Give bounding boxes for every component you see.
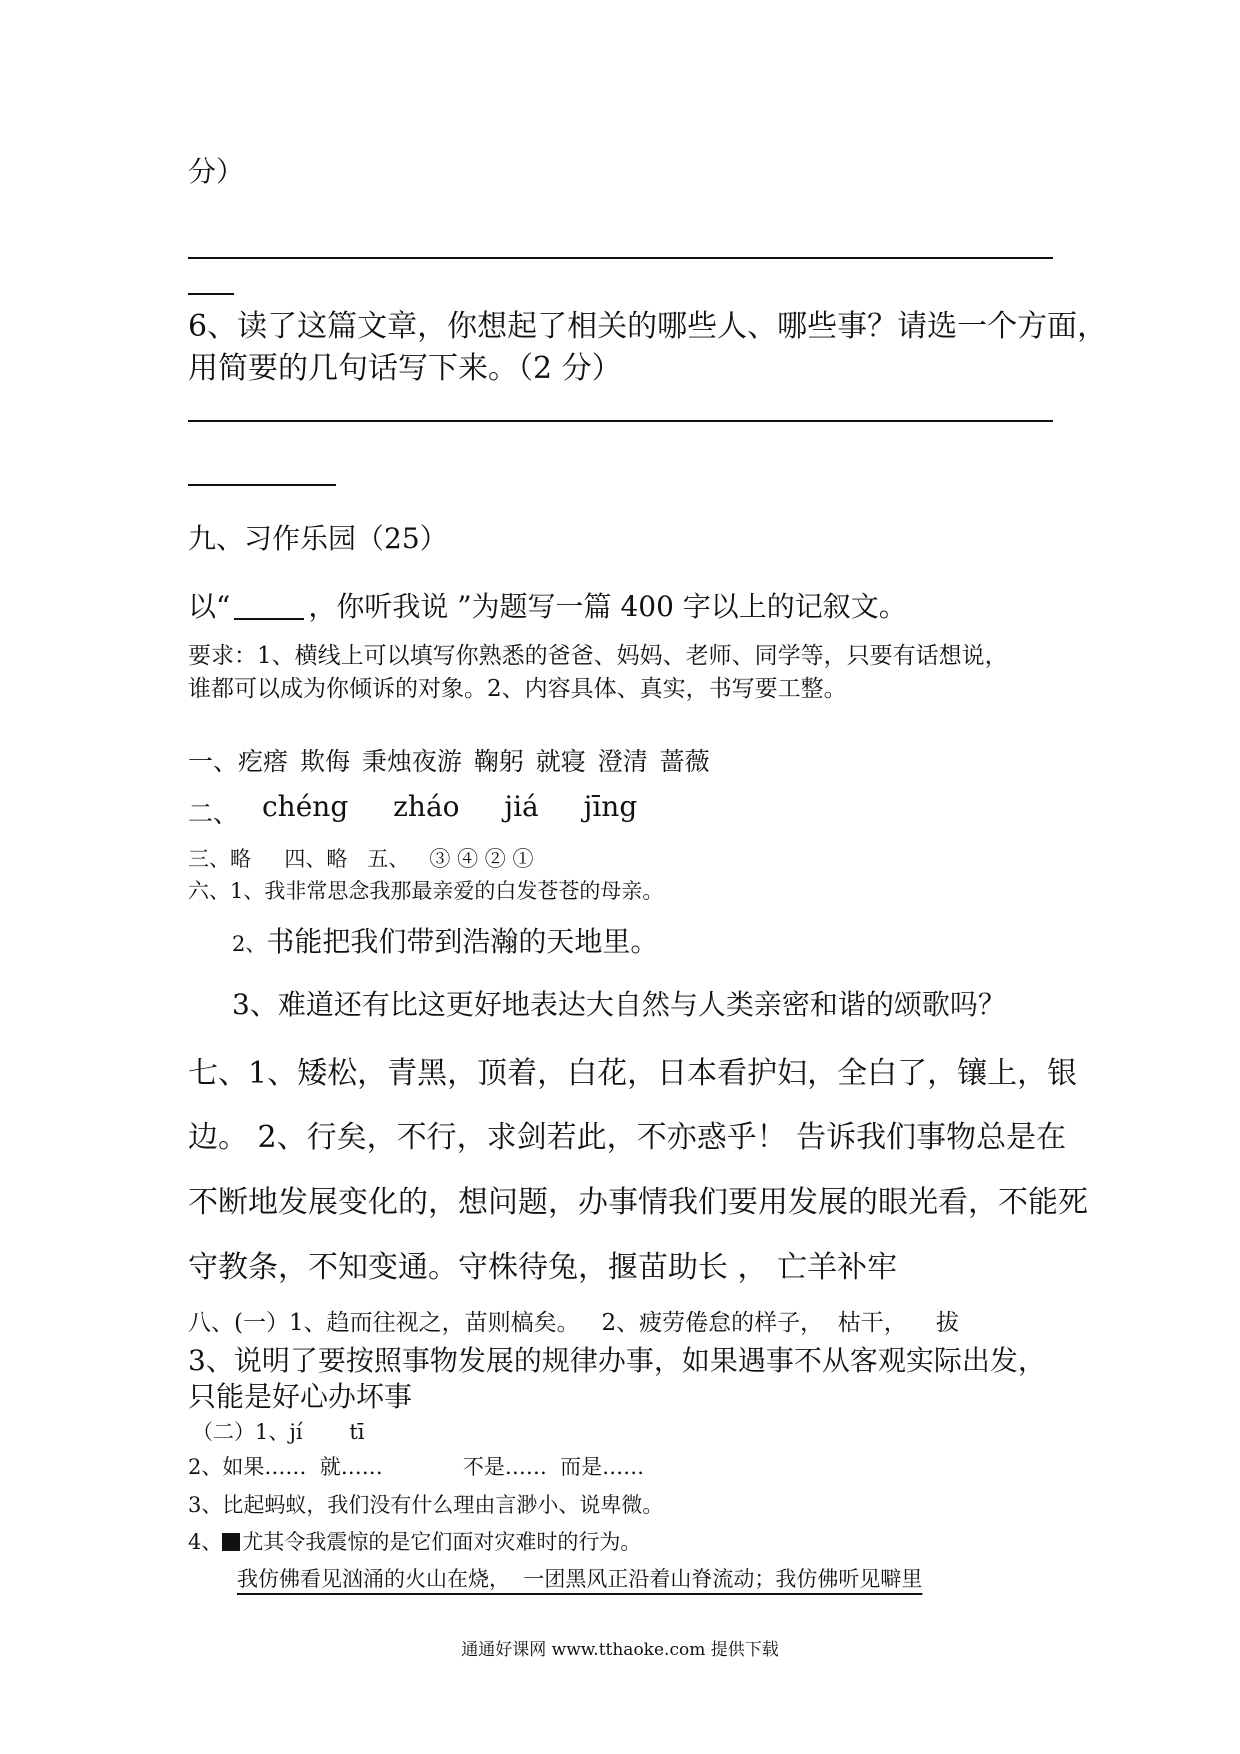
answer-6-3: 3、难道还有比这更好地表达大自然与人类亲密和谐的颂歌吗？ — [232, 988, 1006, 1021]
answer-6-2-text: 书能把我们带到浩瀚的天地里。 — [266, 925, 659, 958]
page-footer: 通通好课网 www.tthaoke.com 提供下载 — [461, 1640, 779, 1660]
requirement-line1: 要求：1、横线上可以填写你熟悉的爸爸、妈妈、老师、同学等，只要有话想说， — [188, 643, 1008, 669]
answer-1: 一、疙瘩 欺侮 秉烛夜游 鞠躬 就寝 澄清 蔷薇 — [188, 747, 710, 776]
answer-7-line3: 不断地发展变化的，想问题，办事情我们要用发展的眼光看，不能死 — [188, 1185, 1088, 1220]
answer-8-b2: 2、如果…… 就…… 不是…… 而是…… — [188, 1455, 645, 1479]
answer-line-short — [188, 293, 234, 295]
pinyin-1: chéng — [262, 790, 349, 823]
section-9-title: 九、习作乐园（25） — [188, 522, 448, 555]
answer-7-line2: 边。 2、行矣，不行，求剑若此，不亦惑乎！ 告诉我们事物总是在 — [188, 1120, 1067, 1155]
black-square-icon — [222, 1533, 240, 1551]
title-suffix: ，你听我说 ”为题写一篇 400 字以上的记叙文。 — [308, 590, 907, 623]
answer-8-b1: （二）1、jí tī — [192, 1420, 365, 1444]
answer-2-label: 二、 — [188, 799, 239, 828]
fragment-fen: 分） — [188, 155, 245, 188]
answer-8-3-line1: 3、说明了要按照事物发展的规律办事，如果遇事不从客观实际出发， — [188, 1344, 1046, 1377]
composition-title-prompt — [188, 585, 907, 625]
answer-8-b5-underlined: 我仿佛看见汹涌的火山在烧， 一团黑风正沿着山脊流动；我仿佛听见噼里 — [237, 1567, 923, 1591]
question-6-line1: 6、读了这篇文章，你想起了相关的哪些人、哪些事？请选一个方面， — [188, 309, 1108, 344]
answer-8-b3: 3、比起蚂蚁，我们没有什么理由言渺小、说卑微。 — [188, 1493, 664, 1517]
title-prefix: 以“ — [188, 590, 231, 623]
answer-7-line1: 七、1、矮松，青黑，顶着，白花，日本看护妇，全白了，镶上，银 — [188, 1056, 1078, 1091]
answer-8-b4-num: 4、 — [188, 1530, 223, 1554]
answer-8-b4 — [188, 1526, 641, 1556]
answer-7-line4: 守教条，不知变通。守株待兔，揠苗助长 ， 亡羊补牢 — [188, 1250, 898, 1285]
requirement-line2: 谁都可以成为你倾诉的对象。2、内容具体、真实，书写要工整。 — [188, 676, 847, 702]
answer-6-2-num: 2、 — [232, 932, 267, 956]
answer-2-pinyin — [262, 790, 673, 823]
answer-line — [188, 420, 1053, 422]
answer-6-2 — [232, 920, 658, 960]
answer-line-short — [188, 484, 336, 486]
answer-line — [188, 257, 1053, 259]
answer-8-1: 八、(一）1、趋而往视之，苗则槁矣。 2、疲劳倦怠的样子， 枯干， 拔 — [188, 1310, 960, 1336]
pinyin-2: zháo — [393, 790, 460, 823]
question-6-line2: 用简要的几句话写下来。（2 分） — [188, 351, 622, 386]
title-blank — [234, 590, 304, 620]
answer-3-4-5: 三、略 四、略 五、 ③ ④ ② ① — [188, 847, 534, 871]
pinyin-3: jiá — [504, 790, 539, 823]
pinyin-4: jīng — [583, 790, 638, 823]
answer-8-b4-text: 尤其令我震惊的是它们面对灾难时的行为。 — [242, 1530, 642, 1554]
answer-6-1: 六、1、我非常思念我那最亲爱的白发苍苍的母亲。 — [188, 879, 664, 903]
answer-8-3-line2: 只能是好心办坏事 — [188, 1380, 413, 1413]
